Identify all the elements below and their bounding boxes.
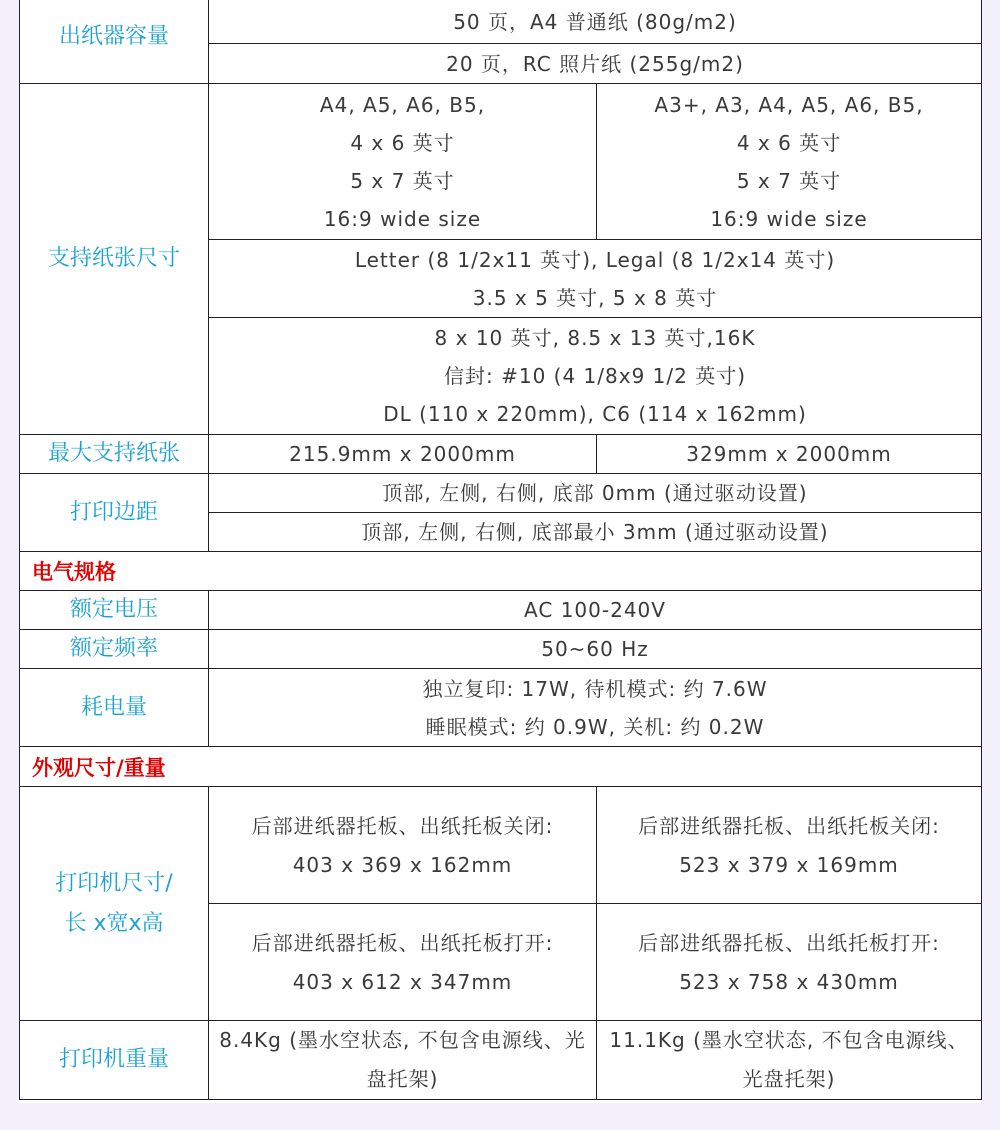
dims-open-right (597, 904, 982, 1021)
power-line: 独立复印: 17W, 待机模式: 约 7.6W (422, 676, 768, 701)
dims-closed-row (20, 787, 982, 904)
max-paper-left: 215.9mm x 2000mm (209, 435, 597, 474)
paper-sizes-row-1 (20, 84, 982, 240)
dims-label-line: 打印机尺寸/ (55, 870, 173, 896)
output-capacity-plain: 50 页，A4 普通纸 (80g/m2) (209, 0, 982, 44)
paper-sizes-left-line: 4 x 6 英寸 (350, 130, 455, 155)
margin-row2-value: 顶部, 左侧, 右侧, 底部最小 3mm (通过驱动设置) (209, 513, 982, 552)
spec-table (19, 0, 982, 1100)
dims-open-left (209, 904, 597, 1021)
power-label: 耗电量 (20, 669, 209, 747)
paper-sizes-common-2 (209, 318, 982, 435)
output-capacity-label: 出纸器容量 (20, 0, 209, 84)
frequency-label: 额定频率 (20, 630, 209, 669)
dims-closed-right-size: 523 x 379 x 169mm (679, 852, 899, 877)
paper-sizes-common-line: 8 x 10 英寸, 8.5 x 13 英寸,16K (434, 326, 756, 350)
voltage-value: AC 100-240V (209, 591, 982, 630)
paper-sizes-common-line: Letter (8 1/2x11 英寸), Legal (8 1/2x14 英寸) (354, 247, 836, 272)
dims-closed-right-desc: 后部进纸器托板、出纸托板关闭: (638, 813, 940, 838)
dims-open-right-desc: 后部进纸器托板、出纸托板打开: (638, 930, 940, 955)
dims-label (20, 787, 209, 1021)
paper-sizes-right (597, 84, 982, 240)
weight-right-value: 11.1Kg (墨水空状态, 不包含电源线、光盘托架) (609, 1028, 969, 1091)
frequency-row (20, 630, 982, 669)
max-paper-row (20, 435, 982, 474)
paper-sizes-common-line: 信封: #10 (4 1/8x9 1/2 英寸) (444, 364, 746, 388)
max-paper-right: 329mm x 2000mm (597, 435, 982, 474)
dims-label-line: 长 x宽x高 (64, 910, 164, 936)
weight-left-value: 8.4Kg (墨水空状态, 不包含电源线、光盘托架) (219, 1028, 586, 1091)
paper-sizes-left (209, 84, 597, 240)
dims-closed-right (597, 787, 982, 904)
dims-closed-left-size: 403 x 369 x 162mm (292, 852, 513, 877)
dims-open-left-desc: 后部进纸器托板、出纸托板打开: (251, 930, 554, 955)
paper-sizes-right-line: A3+, A3, A4, A5, A6, B5, (654, 92, 924, 117)
voltage-row (20, 591, 982, 630)
electrical-heading: 电气规格 (20, 552, 982, 591)
power-line: 睡眠模式: 约 0.9W, 关机: 约 0.2W (425, 714, 765, 739)
voltage-label: 额定电压 (20, 591, 209, 630)
appearance-heading: 外观尺寸/重量 (20, 747, 982, 787)
dims-closed-left (209, 787, 597, 904)
output-capacity-row-1 (20, 0, 982, 44)
paper-sizes-label: 支持纸张尺寸 (20, 84, 209, 435)
paper-sizes-left-line: 16:9 wide size (323, 206, 482, 231)
paper-sizes-left-line: 5 x 7 英寸 (350, 168, 455, 193)
max-paper-label: 最大支持纸张 (20, 435, 209, 474)
paper-sizes-right-line: 4 x 6 英寸 (736, 130, 842, 155)
dims-open-right-size: 523 x 758 x 430mm (679, 969, 899, 994)
margin-label: 打印边距 (20, 474, 209, 552)
weight-left (209, 1021, 597, 1100)
margin-row1-value: 顶部, 左侧, 右侧, 底部 0mm (通过驱动设置) (209, 474, 982, 513)
paper-sizes-common-line: 3.5 x 5 英寸, 5 x 8 英寸 (472, 285, 718, 310)
weight-label: 打印机重量 (20, 1021, 209, 1100)
appearance-section-row (20, 747, 982, 787)
paper-sizes-left-line: A4, A5, A6, B5, (319, 92, 486, 117)
margin-row-1 (20, 474, 982, 513)
weight-right (597, 1021, 982, 1100)
electrical-section-row (20, 552, 982, 591)
power-row (20, 669, 982, 747)
paper-sizes-common-line: DL (110 x 220mm), C6 (114 x 162mm) (383, 402, 807, 426)
frequency-value: 50~60 Hz (209, 630, 982, 669)
power-value (209, 669, 982, 747)
output-capacity-photo: 20 页，RC 照片纸 (255g/m2) (209, 44, 982, 84)
paper-sizes-common-1 (209, 240, 982, 318)
dims-closed-left-desc: 后部进纸器托板、出纸托板关闭: (251, 813, 554, 838)
weight-row (20, 1021, 982, 1100)
paper-sizes-right-line: 5 x 7 英寸 (736, 168, 842, 193)
paper-sizes-right-line: 16:9 wide size (710, 206, 868, 231)
dims-open-left-size: 403 x 612 x 347mm (292, 969, 513, 994)
